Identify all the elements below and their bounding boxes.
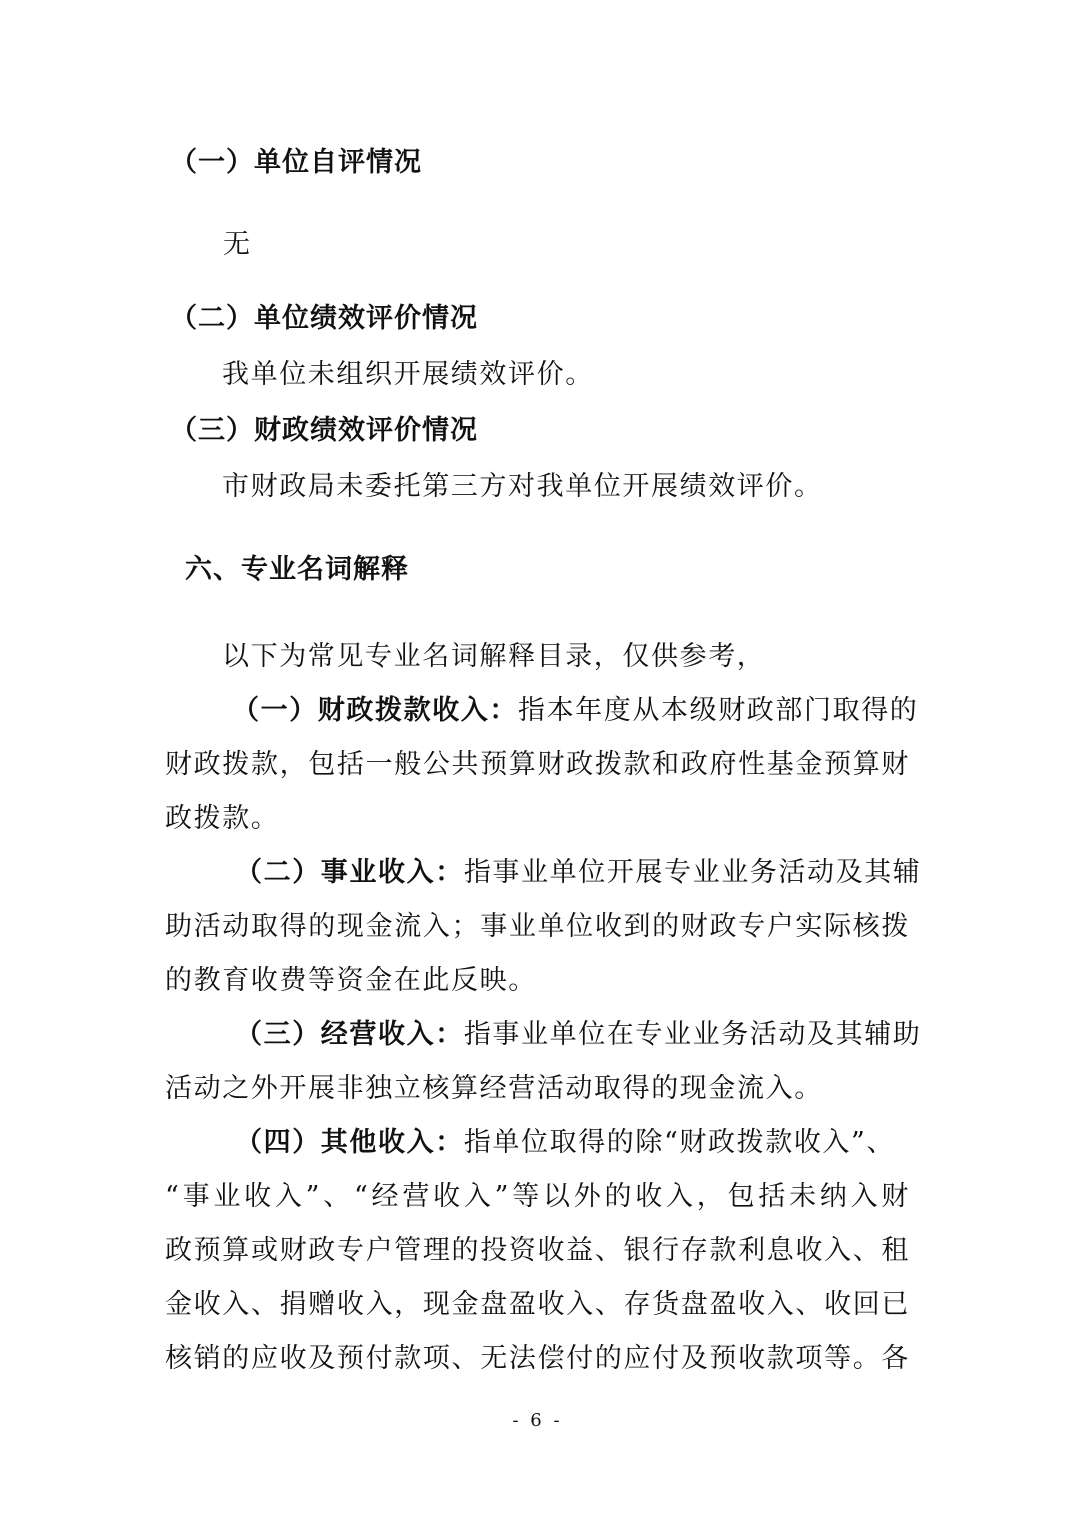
finance-performance-text: 市财政局未委托第三方对我单位开展绩效评价。 xyxy=(222,471,823,502)
term-2-text: 指事业单位开展专业业务活动及其辅 xyxy=(463,857,922,888)
term-2-line-1 xyxy=(235,856,921,890)
term-3-line-2: 活动之外开展非独立核算经营活动取得的现金流入。 xyxy=(165,1073,823,1104)
term-2-label: （二）事业收入： xyxy=(235,857,464,888)
term-4-line-5: 核销的应收及预付款项、无法偿付的应付及预收款项等。各 xyxy=(165,1343,910,1374)
term-4-line-2: “事业收入”、“经营收入”等以外的收入，包括未纳入财 xyxy=(165,1181,910,1212)
subsection-heading-unit-performance: （二）单位绩效评价情况 xyxy=(170,303,478,334)
page-number: - 6 - xyxy=(512,1410,563,1431)
subsection-heading-finance-performance: （三）财政绩效评价情况 xyxy=(170,415,478,446)
glossary-intro: 以下为常见专业名词解释目录，仅供参考， xyxy=(222,641,766,672)
term-4-text: 指单位取得的除“财政拨款收入”、 xyxy=(463,1127,896,1158)
section-heading-glossary: 六、专业名词解释 xyxy=(185,554,409,585)
self-evaluation-text: 无 xyxy=(223,229,252,260)
term-2-line-2: 助活动取得的现金流入；事业单位收到的财政专户实际核拨 xyxy=(165,911,910,942)
term-1-line-3: 政拨款。 xyxy=(165,803,280,834)
term-1-line-1 xyxy=(232,694,918,728)
subsection-heading-self-evaluation: （一）单位自评情况 xyxy=(170,147,422,178)
term-1-text: 指本年度从本级财政部门取得的 xyxy=(518,695,919,726)
term-4-line-1 xyxy=(235,1126,895,1160)
unit-performance-text: 我单位未组织开展绩效评价。 xyxy=(222,359,594,390)
term-4-label: （四）其他收入： xyxy=(235,1127,464,1158)
term-1-label: （一）财政拨款收入： xyxy=(232,695,518,726)
term-3-text: 指事业单位在专业业务活动及其辅助 xyxy=(463,1019,922,1050)
term-4-line-3: 政预算或财政专户管理的投资收益、银行存款利息收入、租 xyxy=(165,1235,910,1266)
term-4-line-4: 金收入、捐赠收入，现金盘盈收入、存货盘盈收入、收回已 xyxy=(165,1289,910,1320)
term-2-line-3: 的教育收费等资金在此反映。 xyxy=(165,965,537,996)
term-3-label: （三）经营收入： xyxy=(235,1019,464,1050)
term-3-line-1 xyxy=(235,1018,921,1052)
term-1-line-2: 财政拨款，包括一般公共预算财政拨款和政府性基金预算财 xyxy=(165,749,910,780)
